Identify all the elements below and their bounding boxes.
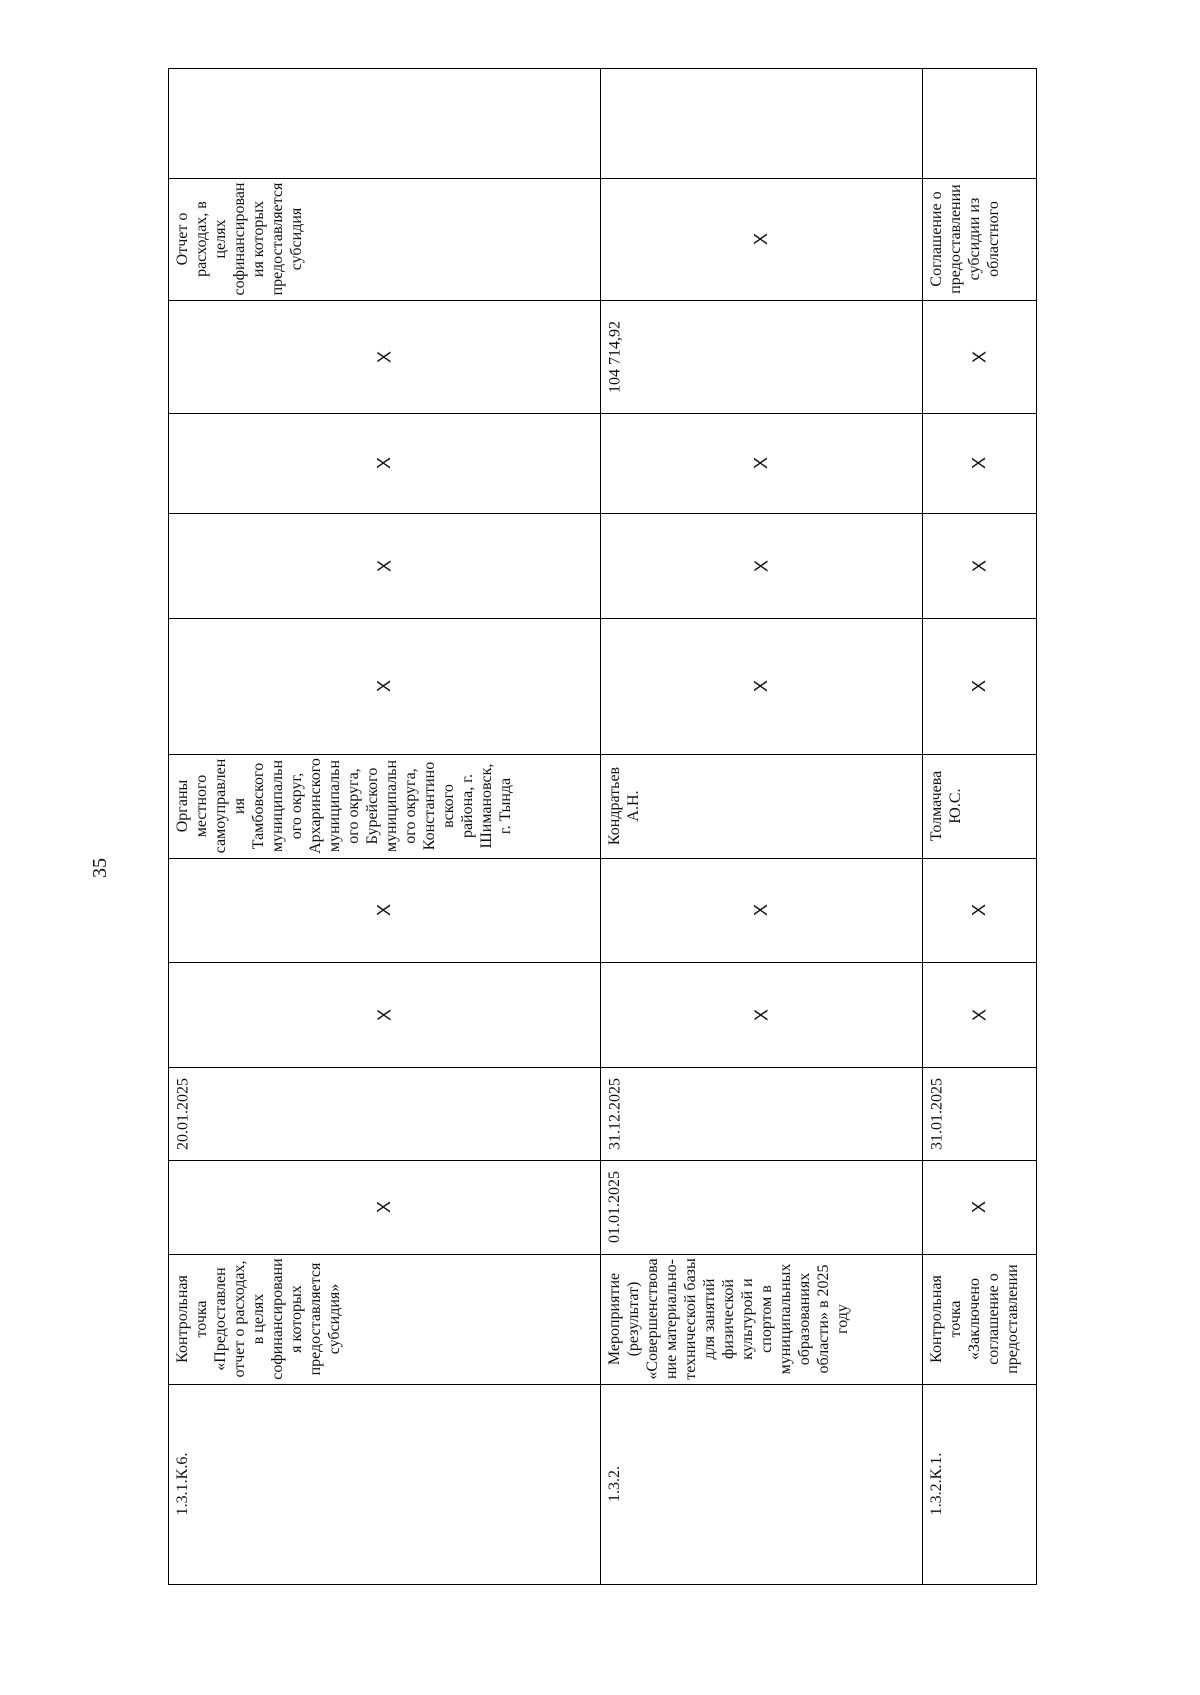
cell-text: X bbox=[969, 559, 989, 572]
table-cell-c10 bbox=[168, 413, 600, 513]
table-top-border bbox=[168, 68, 1036, 69]
table-cell-c5 bbox=[168, 962, 600, 1067]
row-divider bbox=[1036, 68, 1037, 1585]
cell-text: Мероприятие (результат) «Совершенствование материально-технической базы для занятий физической культурой и спортом в муниципальных образованиях области» в 2025 году bbox=[606, 1258, 851, 1380]
table-cell-start bbox=[922, 1160, 1036, 1254]
table-cell-num bbox=[922, 1384, 1036, 1584]
cell-text: Толмачева Ю.С. bbox=[928, 770, 964, 842]
cell-text: X bbox=[374, 350, 394, 363]
table-cell-c9 bbox=[168, 513, 600, 618]
cell-text: 1.3.2. bbox=[606, 1466, 623, 1502]
cell-text: X bbox=[969, 1201, 989, 1214]
table-cell-c9 bbox=[922, 513, 1036, 618]
table-bottom-border bbox=[168, 1584, 1036, 1585]
cell-text: 104 714,92 bbox=[606, 320, 623, 393]
cell-text: X bbox=[374, 904, 394, 917]
table-cell-name bbox=[600, 1254, 922, 1384]
table-cell-c6 bbox=[600, 858, 922, 962]
cell-text: X bbox=[374, 680, 394, 693]
cell-text: Соглашение о предоставлении субсидии из областного bbox=[928, 184, 1002, 294]
cell-text: X bbox=[751, 680, 771, 693]
cell-text: X bbox=[969, 1008, 989, 1021]
cell-text: X bbox=[374, 559, 394, 572]
table-cell-start bbox=[168, 1160, 600, 1254]
table-cell-c8 bbox=[600, 618, 922, 754]
cell-text: Отчет о расходах, в целях софинансирования которых предоставляется субсидия bbox=[174, 182, 305, 296]
table-cell-document bbox=[600, 178, 922, 300]
table-cell-end bbox=[168, 1067, 600, 1160]
table-cell-c11 bbox=[168, 300, 600, 413]
table-cell-c8 bbox=[168, 618, 600, 754]
table-cell-document bbox=[168, 178, 600, 300]
cell-text: X bbox=[969, 457, 989, 470]
cell-text: X bbox=[374, 1008, 394, 1021]
cell-text: Органы местного самоуправления Тамбовского муниципального округ, Архаринского муниципального округа, Бурейского муниципального округа, Константиновского района, г. Шимановск, г. Тында bbox=[174, 758, 514, 854]
cell-text: 1.3.1.К.6. bbox=[174, 1452, 191, 1516]
cell-text: Контрольная точка «Предоставлен отчет о расходах, в целях софинансирования которых предоставляется субсидия» bbox=[174, 1258, 343, 1380]
table-cell-num bbox=[600, 1384, 922, 1584]
cell-text: X bbox=[969, 350, 989, 363]
cell-text: X bbox=[751, 233, 771, 246]
table-cell-responsible bbox=[600, 754, 922, 858]
cell-text: 31.12.2025 bbox=[606, 1077, 623, 1150]
table-cell-document bbox=[922, 178, 1036, 300]
cell-text: X bbox=[751, 457, 771, 470]
cell-text: 01.01.2025 bbox=[606, 1171, 623, 1243]
table-cell-c6 bbox=[922, 858, 1036, 962]
table-cell-name bbox=[168, 1254, 600, 1384]
cell-text: Контрольная точка «Заключено соглашение о предоставлении bbox=[928, 1264, 1021, 1374]
table-cell-c11 bbox=[600, 300, 922, 413]
table-cell-end bbox=[600, 1067, 922, 1160]
table-cell-c5 bbox=[922, 962, 1036, 1067]
table-cell-end bbox=[922, 1067, 1036, 1160]
cell-text: X bbox=[751, 904, 771, 917]
cell-text: X bbox=[751, 1008, 771, 1021]
cell-text: 31.01.2025 bbox=[928, 1077, 945, 1150]
table-cell-name bbox=[922, 1254, 1036, 1384]
cell-text: Кондратьев А.Н. bbox=[606, 766, 642, 846]
table-cell-c10 bbox=[922, 413, 1036, 513]
cell-text: 1.3.2.К.1. bbox=[928, 1452, 945, 1516]
table-cell-num bbox=[168, 1384, 600, 1584]
page-number: 35 bbox=[89, 858, 111, 878]
table-cell-start bbox=[600, 1160, 922, 1254]
cell-text: 20.01.2025 bbox=[174, 1077, 191, 1150]
table-cell-c9 bbox=[600, 513, 922, 618]
table-cell-responsible bbox=[922, 754, 1036, 858]
cell-text: X bbox=[969, 680, 989, 693]
cell-text: X bbox=[374, 457, 394, 470]
table-cell-c11 bbox=[922, 300, 1036, 413]
table-cell-c8 bbox=[922, 618, 1036, 754]
cell-text: X bbox=[374, 1201, 394, 1214]
table-cell-responsible bbox=[168, 754, 600, 858]
cell-text: X bbox=[969, 904, 989, 917]
cell-text: X bbox=[751, 559, 771, 572]
table-cell-c10 bbox=[600, 413, 922, 513]
table-cell-c6 bbox=[168, 858, 600, 962]
table-cell-c5 bbox=[600, 962, 922, 1067]
